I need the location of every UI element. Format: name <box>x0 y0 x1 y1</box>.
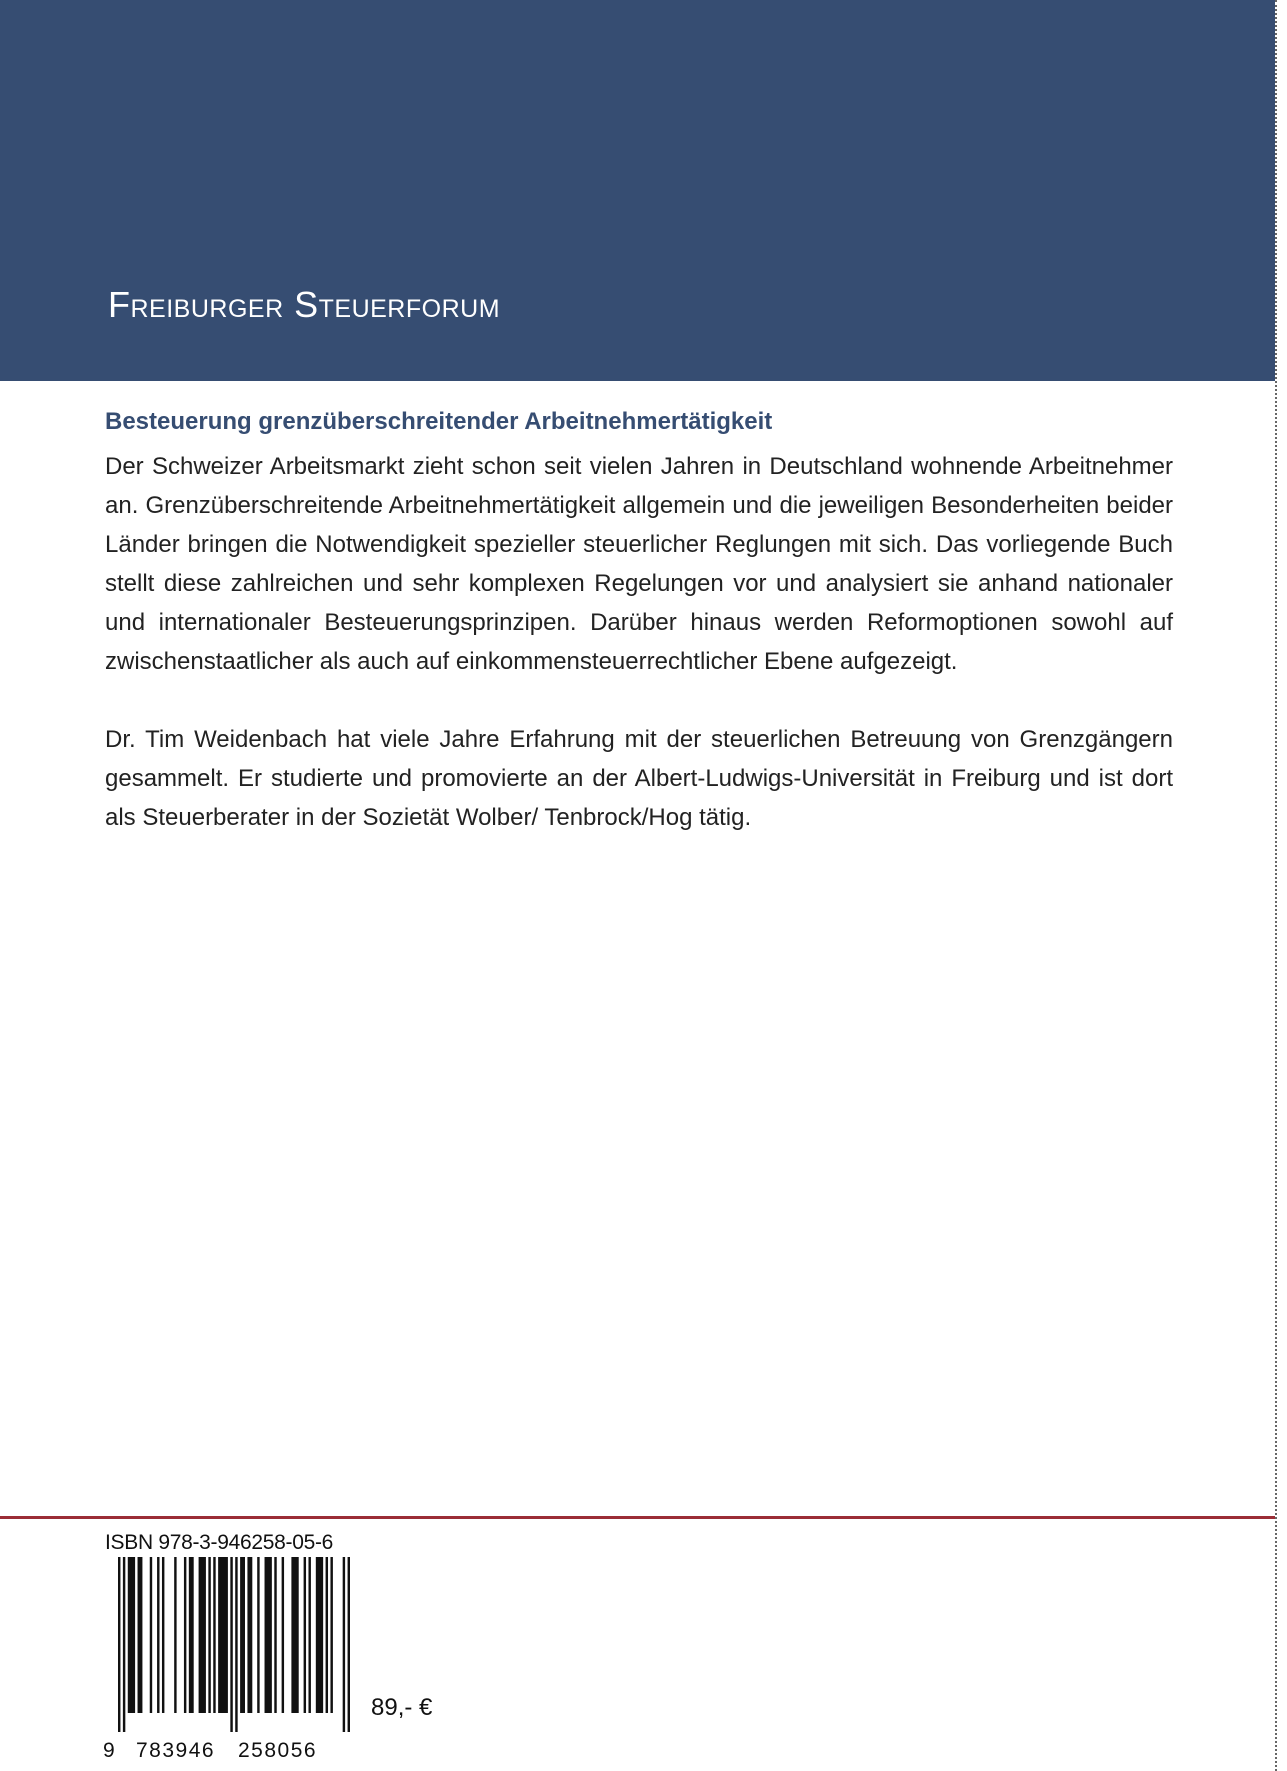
barcode-bar <box>138 1557 143 1713</box>
barcode-bar <box>189 1557 194 1713</box>
header-band <box>0 0 1275 381</box>
barcode-bar <box>162 1557 164 1713</box>
barcode-guard-bar <box>348 1557 350 1732</box>
barcode-guard-bar <box>123 1557 125 1732</box>
barcode-bar <box>265 1557 272 1713</box>
barcode-guard-bar <box>235 1557 237 1732</box>
book-description: Der Schweizer Arbeitsmarkt zieht schon seit vielen Jahren in Deutschland wohnende Arbeitnehmer an. Grenzüberschreitende Arbeitnehmertätigkeit allgemein und die jeweiligen Besonderheiten beider Länder bringen die Notwendigkeit spezieller steuerlicher Reglungen mit sich. Das vorliegende Buch stellt diese zahlreichen und sehr komplexen Regelungen vor und analysiert sie anhand nationaler und internationaler Besteuerungsprinzipen. Darüber hinaus werden Reformoptionen sowohl auf zwischenstaatlicher als auch auf einkommensteuerrechtlicher Ebene aufgezeigt. <box>105 453 1173 675</box>
barcode-bar <box>199 1557 206 1713</box>
barcode-bar <box>128 1557 135 1713</box>
barcode-bar <box>247 1557 252 1713</box>
barcode-right-digits: 258056 <box>238 1739 318 1762</box>
barcode-guard-bar <box>343 1557 345 1732</box>
series-title: Freiburger Steuerforum <box>108 284 501 325</box>
barcode-bar <box>291 1557 298 1713</box>
barcode-bar <box>316 1557 323 1713</box>
price: 89,- € <box>371 1694 433 1721</box>
barcode-bar <box>308 1557 310 1713</box>
barcode-bar <box>174 1557 176 1713</box>
isbn-label: ISBN 978-3-946258-05-6 <box>105 1531 334 1554</box>
barcode-bar <box>274 1557 276 1713</box>
barcode-bar <box>282 1557 284 1713</box>
barcode-left-digits: 783946 <box>136 1739 216 1762</box>
barcode-bar <box>150 1557 152 1713</box>
barcode-bar <box>257 1557 259 1713</box>
isbn-barcode <box>118 1557 350 1732</box>
barcode-bar <box>208 1557 210 1713</box>
barcode-bar <box>157 1557 159 1713</box>
barcode-first-digit: 9 <box>103 1739 115 1762</box>
barcode-guard-bar <box>230 1557 232 1732</box>
barcode-bar <box>330 1557 332 1713</box>
barcode-bar <box>240 1557 245 1713</box>
back-cover-text <box>105 403 1173 837</box>
barcode-bar <box>326 1557 328 1713</box>
barcode-bar <box>218 1557 228 1713</box>
barcode-bar <box>184 1557 186 1713</box>
page-edge-line <box>1275 0 1277 1771</box>
book-title: Besteuerung grenzüberschreitender Arbeitnehmertätigkeit <box>105 408 773 435</box>
barcode-guard-bar <box>118 1557 120 1732</box>
barcode-bar <box>304 1557 306 1713</box>
barcode-bar <box>213 1557 215 1713</box>
footer-divider <box>0 1516 1275 1519</box>
author-bio: Dr. Tim Weidenbach hat viele Jahre Erfahrung mit der steuerlichen Betreuung von Grenzgängern gesammelt. Er studierte und promovierte an der Albert-Ludwigs-Universität in Freiburg und ist dort als Steuerberater in der Sozietät Wolber/ Tenbrock/Hog tätig. <box>105 726 1173 831</box>
